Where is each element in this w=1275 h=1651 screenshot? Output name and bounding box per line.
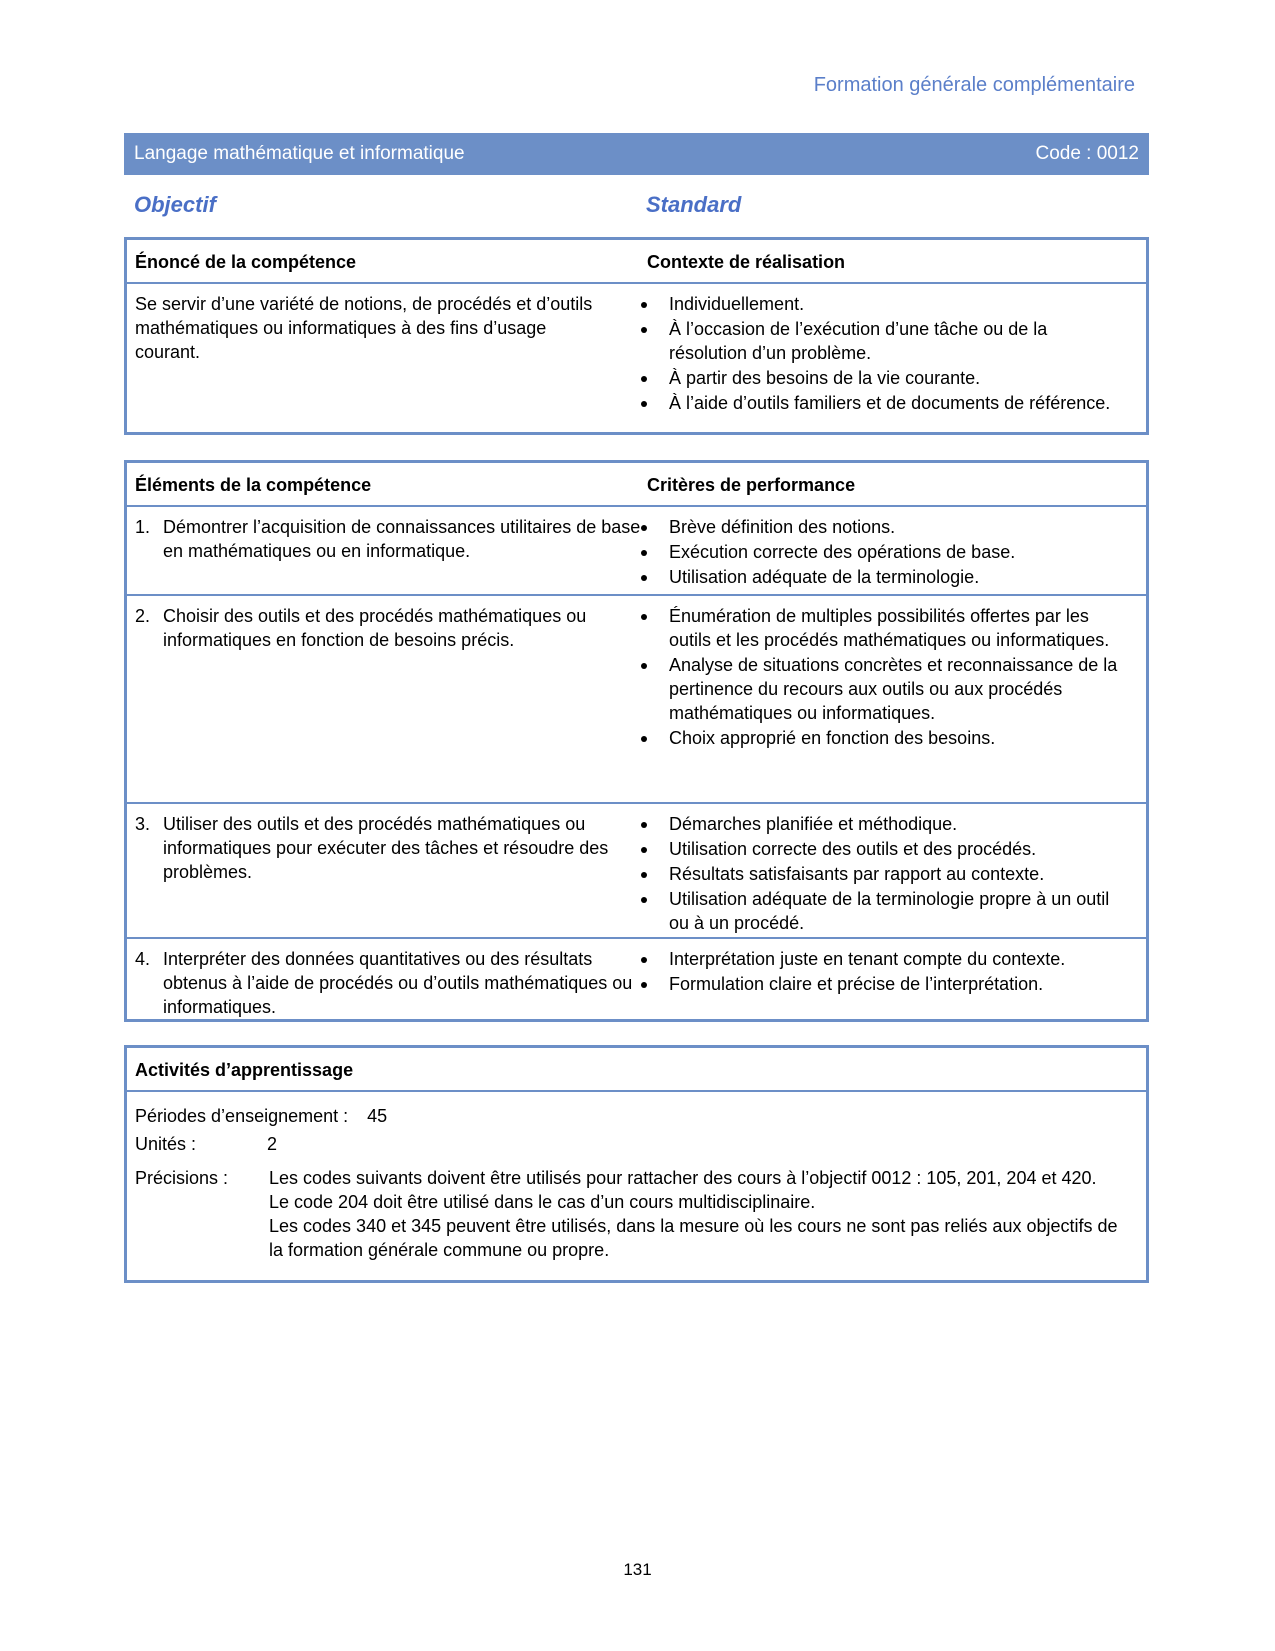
list-item: Exécution correcte des opérations de base. xyxy=(639,540,1129,564)
list-item: Individuellement. xyxy=(639,292,1129,316)
element-text: Démontrer l’acquisition de connaissances utilitaires de base en mathématiques ou en informatique. xyxy=(163,517,641,561)
criteria-list xyxy=(639,812,1129,935)
precision-item: Les codes suivants doivent être utilisés pour rattacher des cours à l’objectif 0012 : 105, 201, 204 et 420. xyxy=(269,1168,1097,1188)
table-row xyxy=(127,939,1146,1019)
competence-row xyxy=(127,284,1146,432)
list-item: À l’occasion de l’exécution d’une tâche ou de la résolution d’un problème. xyxy=(639,317,1129,365)
precisions-text xyxy=(269,1166,1135,1262)
course-code: Code : 0012 xyxy=(1035,143,1139,164)
competence-statement: Se servir d’une variété de notions, de procédés et d’outils mathématiques ou informatiques à des fins d’usage courant. xyxy=(135,294,593,362)
element-text: Utiliser des outils et des procédés mathématiques ou informatiques pour exécuter des tâches et résoudre des problèmes. xyxy=(163,814,609,882)
bullet-icon xyxy=(641,302,647,308)
periods-label: Périodes d’enseignement : xyxy=(135,1106,349,1126)
competence-heading: Énoncé de la compétence xyxy=(135,252,357,272)
bullet-icon xyxy=(641,982,647,988)
list-item: Résultats satisfaisants par rapport au contexte. xyxy=(639,862,1129,886)
table-row xyxy=(127,596,1146,804)
elements-header-row xyxy=(127,463,1146,507)
bullet-icon xyxy=(641,897,647,903)
list-item: Utilisation correcte des outils et des procédés. xyxy=(639,837,1129,861)
element-text: Choisir des outils et des procédés mathématiques ou informatiques en fonction de besoins précis. xyxy=(163,606,587,650)
competence-header-row xyxy=(127,240,1146,284)
bullet-icon xyxy=(641,525,647,531)
criteria-list xyxy=(639,604,1129,750)
bullet-icon xyxy=(641,327,647,333)
element-2 xyxy=(135,604,653,652)
element-text: Interpréter des données quantitatives ou des résultats obtenus à l’aide de procédés ou d’outils mathématiques ou informatiques. xyxy=(163,949,633,1017)
list-item: Formulation claire et précise de l’interprétation. xyxy=(639,972,1139,996)
table-row xyxy=(127,507,1146,596)
units-label: Unités : xyxy=(135,1134,197,1154)
list-item: Démarches planifiée et méthodique. xyxy=(639,812,1129,836)
list-item: Utilisation adéquate de la terminologie. xyxy=(639,565,1129,589)
list-item: À l’aide d’outils familiers et de documents de référence. xyxy=(639,391,1129,415)
list-item: Utilisation adéquate de la terminologie propre à un outil ou à un procédé. xyxy=(639,887,1129,935)
criteria-list xyxy=(639,515,1129,589)
criteria-1 xyxy=(639,515,1129,590)
element-number: 2. xyxy=(135,606,151,626)
criteria-3 xyxy=(639,812,1129,936)
units-line xyxy=(135,1132,277,1156)
page-number: 131 xyxy=(623,1560,652,1579)
bullet-icon xyxy=(641,614,647,620)
table-row xyxy=(127,804,1146,939)
periods-line xyxy=(135,1104,387,1128)
bullet-icon xyxy=(641,376,647,382)
list-item: Interprétation juste en tenant compte du contexte. xyxy=(639,947,1139,971)
bullet-icon xyxy=(641,847,647,853)
bullet-icon xyxy=(641,957,647,963)
running-header: Formation générale complémentaire xyxy=(813,74,1135,96)
bullet-icon xyxy=(641,822,647,828)
activities-box xyxy=(124,1045,1149,1283)
context-list-wrap xyxy=(639,292,1129,416)
bullet-icon xyxy=(641,663,647,669)
bullet-icon xyxy=(641,872,647,878)
element-number: 3. xyxy=(135,814,151,834)
activities-heading: Activités d’apprentissage xyxy=(135,1060,354,1080)
precision-item: Le code 204 doit être utilisé dans le cas d’un cours multidisciplinaire. xyxy=(269,1192,816,1212)
precisions-label: Précisions : xyxy=(135,1168,229,1188)
periods-value: 45 xyxy=(367,1106,388,1126)
elements-heading: Éléments de la compétence xyxy=(135,475,372,495)
bullet-icon xyxy=(641,550,647,556)
course-title: Langage mathématique et informatique xyxy=(134,143,465,164)
list-item: À partir des besoins de la vie courante. xyxy=(639,366,1129,390)
elements-box xyxy=(124,460,1149,1022)
bullet-icon xyxy=(641,575,647,581)
context-list xyxy=(639,292,1129,415)
list-item: Choix approprié en fonction des besoins. xyxy=(639,726,1129,750)
precision-item: Les codes 340 et 345 peuvent être utilisés, dans la mesure où les cours ne sont pas reliés aux objectifs de la formation générale commune ou propre. xyxy=(269,1216,1118,1260)
standard-label: Standard xyxy=(646,192,742,217)
element-number: 4. xyxy=(135,949,151,969)
list-item: Brève définition des notions. xyxy=(639,515,1129,539)
element-4 xyxy=(135,947,653,1019)
competence-box xyxy=(124,237,1149,435)
units-value: 2 xyxy=(267,1134,278,1154)
list-item: Énumération de multiples possibilités offertes par les outils et les procédés mathématiques ou informatiques. xyxy=(639,604,1129,652)
criteria-4 xyxy=(639,947,1139,997)
bullet-icon xyxy=(641,736,647,742)
criteria-heading: Critères de performance xyxy=(647,475,856,495)
course-title-bar xyxy=(124,133,1149,175)
activities-header-row xyxy=(127,1048,1146,1092)
list-item: Analyse de situations concrètes et reconnaissance de la pertinence du recours aux outils ou aux procédés mathématiques ou informatiques. xyxy=(639,653,1129,725)
column-labels xyxy=(134,192,1144,222)
bullet-icon xyxy=(641,401,647,407)
element-3 xyxy=(135,812,653,884)
element-1 xyxy=(135,515,653,563)
criteria-list xyxy=(639,947,1139,996)
element-number: 1. xyxy=(135,517,151,537)
criteria-2 xyxy=(639,604,1129,751)
objective-label: Objectif xyxy=(134,192,216,217)
context-heading: Contexte de réalisation xyxy=(647,252,846,272)
